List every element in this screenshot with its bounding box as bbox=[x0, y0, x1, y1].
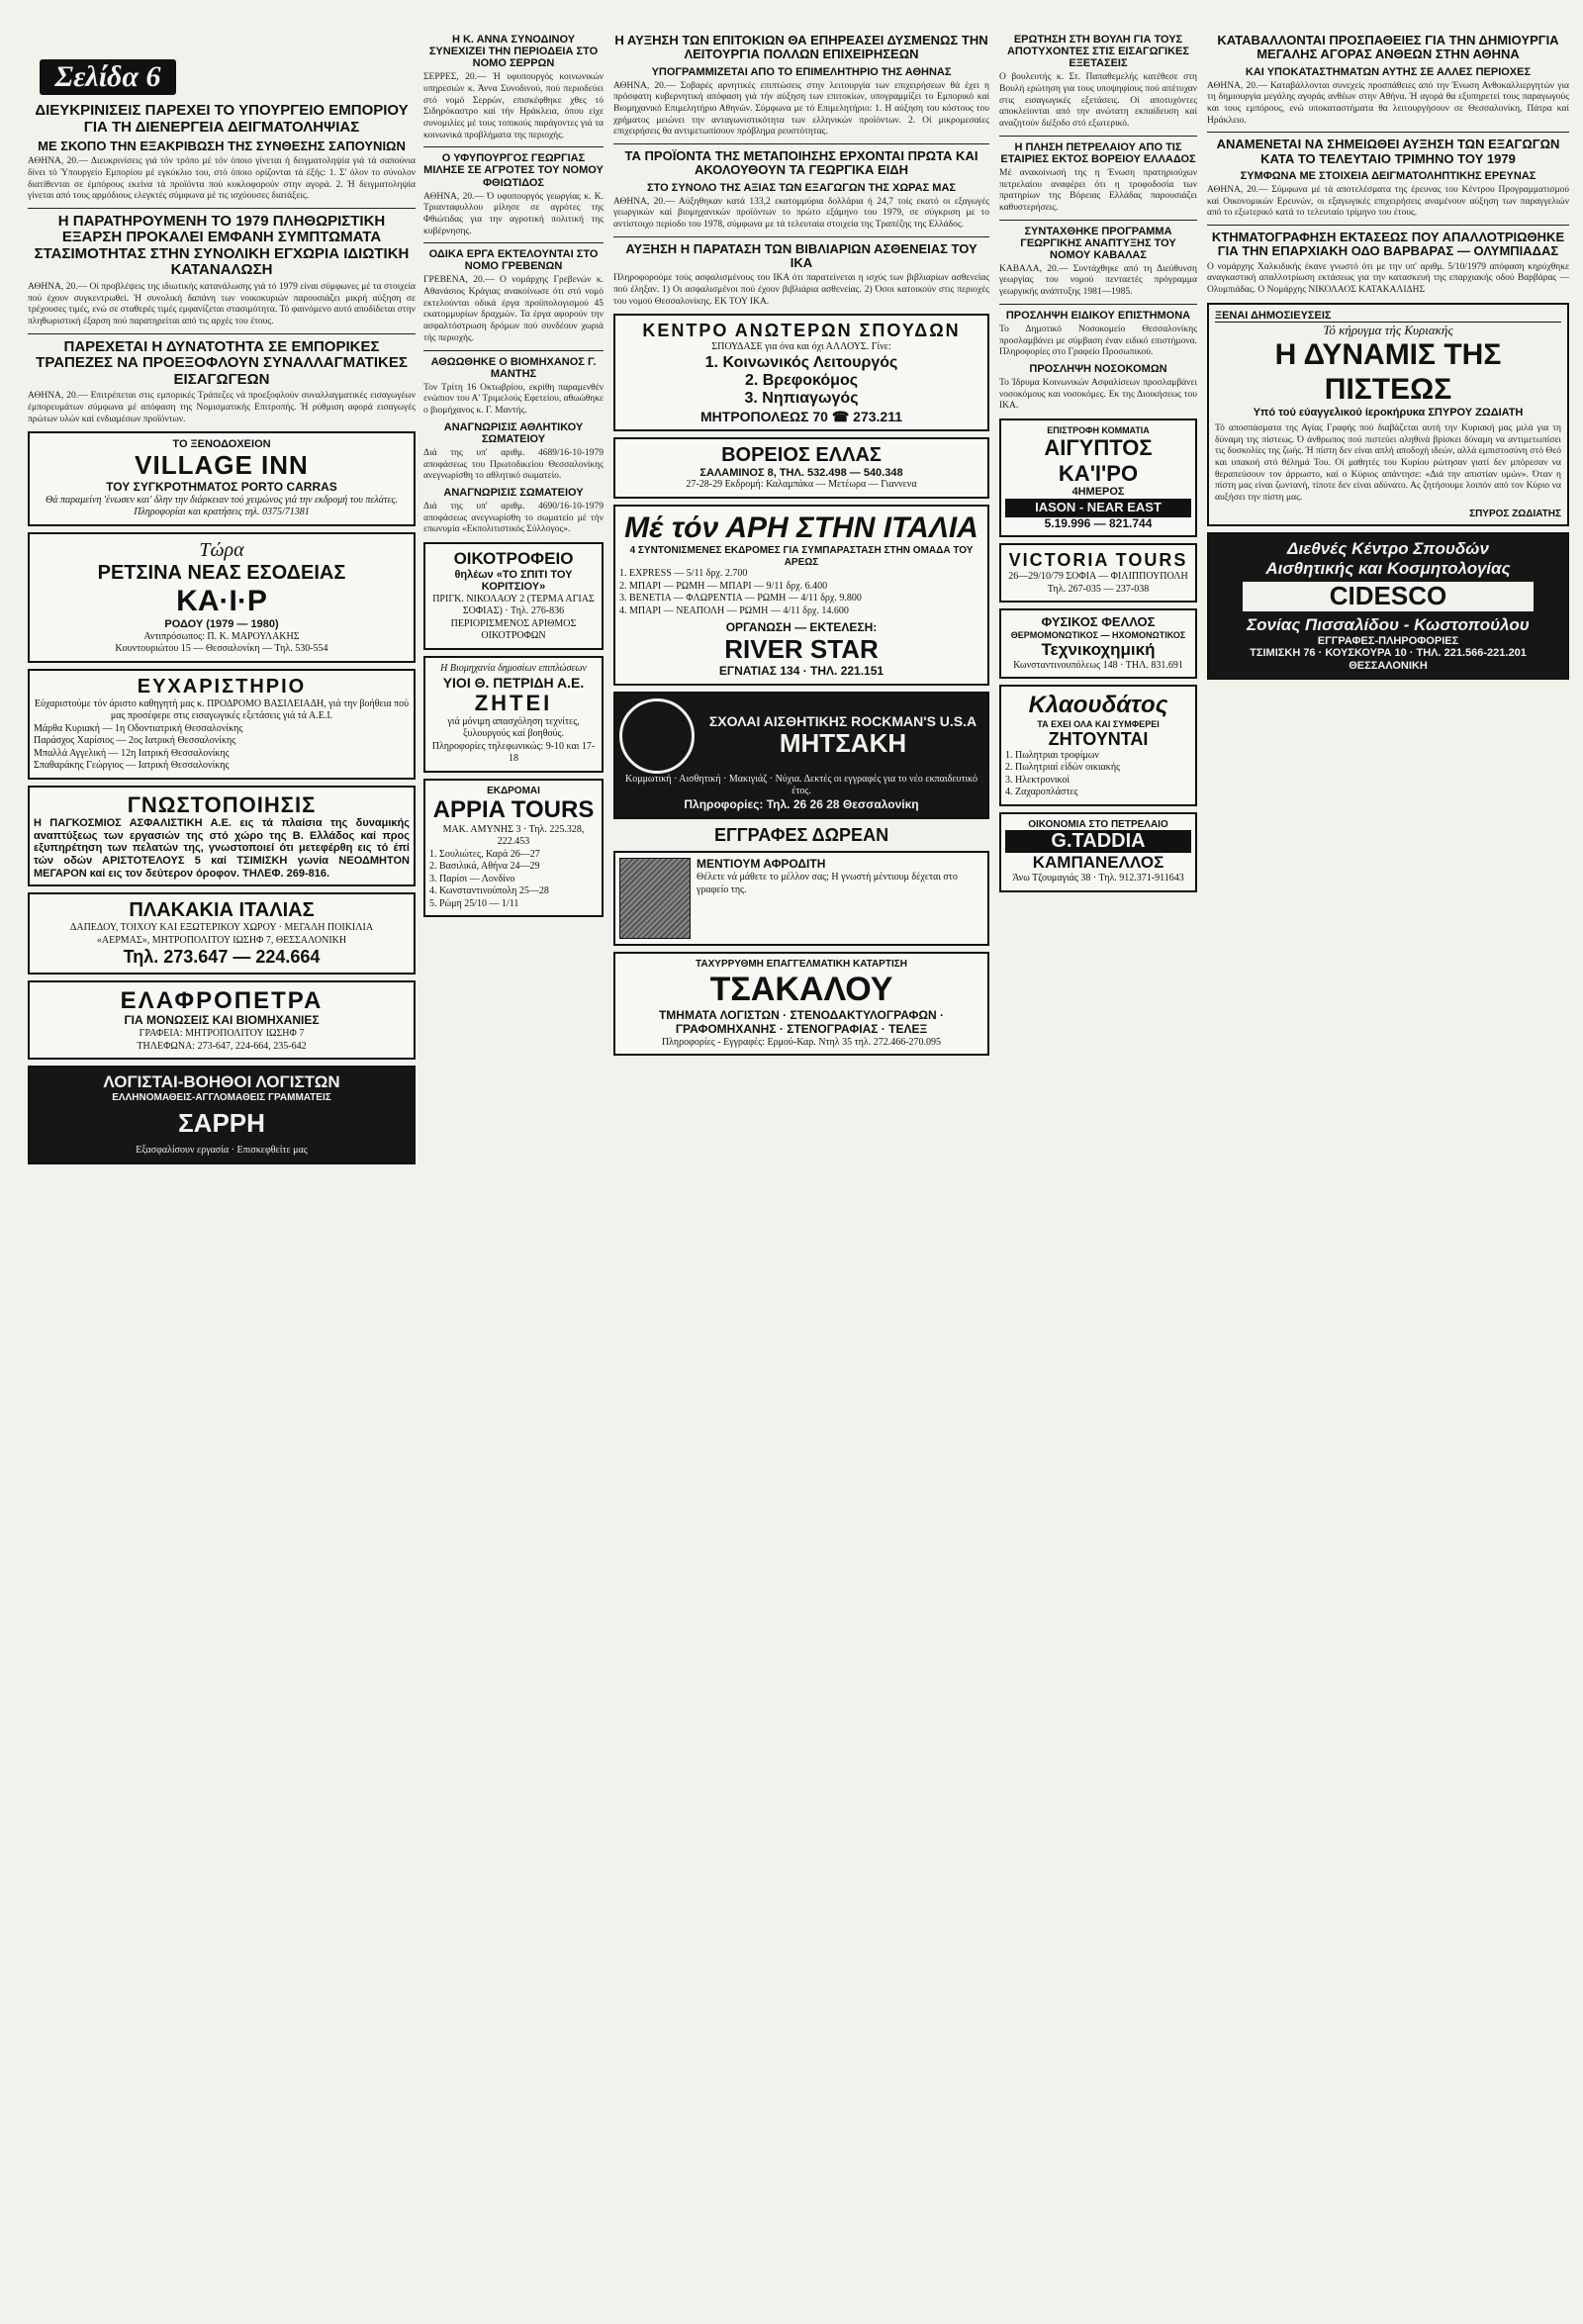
ad-victoria bbox=[999, 543, 1197, 603]
ad-wanted-company: ΥΙΟΙ Θ. ΠΕΤΡΙΔΗ Α.Ε. bbox=[442, 675, 585, 692]
ad-school-free: ΕΓΓΡΑΦΕΣ ΔΩΡΕΑΝ bbox=[713, 824, 889, 845]
medium-photo bbox=[619, 858, 691, 939]
ad-pumice-sub: ΓΙΑ ΜΟΝΩΣΕΙΣ ΚΑΙ ΒΙΟΜΗΧΑΝΙΕΣ bbox=[124, 1013, 320, 1028]
article-interest-body: ΑΘΗΝΑ, 20.— Σοβαρές αρνητικές επιπτώσεις στην λειτουργία των επιχειρήσεων θά έχει η πρόσφατη κυβερνητική απόφαση γιά τήν αύξηση των επιτοκίων, υπογραμμίζει το Εμπορικό καί Βιομηχανικό Επιμελητήριο Αθηνών. Σύμφωνα με τό Επιμελητήριο: 1. Η αύξηση του κόστους του χρήματος μειώνει την ανταγωνιστικότητα των ελληνικών προϊόντων. 2. Οί μικρομεσαίες επιχειρήσεις θα αντιμετωπίσουν πρόβλημα ρευστότητας. bbox=[613, 80, 989, 138]
ad-aesthetics-school bbox=[613, 692, 989, 819]
ad-tsakalou bbox=[613, 952, 989, 1056]
headline-association: ΑΝΑΓΝΩΡΙΣΙΣ ΣΩΜΑΤΕΙΟΥ bbox=[443, 486, 584, 499]
sermon-title: Η ΔΥΝΑΜΙΣ ΤΗΣ ΠΙΣΤΕΩΣ bbox=[1274, 338, 1502, 406]
ad-claudatos bbox=[999, 685, 1197, 806]
ad-retsina-top: Τώρα bbox=[199, 538, 244, 561]
ad-aris-sub: 4 ΣΥΝΤΟΝΙΣΜΕΝΕΣ ΕΚΔΡΟΜΕΣ ΓΙΑ ΣΥΜΠΑΡΑΣΤΑΣΗ ΣΤΗΝ ΟΜΑΔΑ ΤΟΥ ΑΡΕΩΣ bbox=[629, 545, 974, 568]
ad-taddia bbox=[999, 812, 1197, 892]
ad-village-phone: Πληροφορίαι και κρατήσεις τηλ. 0375/71381 bbox=[134, 507, 310, 518]
column-5 bbox=[1207, 30, 1569, 2305]
ad-victoria-text: 26—29/10/79 ΣΟΦΙΑ — ΦΙΛΙΠΠΟΥΠΟΛΗ bbox=[1008, 571, 1188, 583]
headline-inspection: ΔΙΕΥΚΡΙΝΙΣΕΙΣ ΠΑΡΕΧΕΙ ΤΟ ΥΠΟΥΡΓΕΙΟ ΕΜΠΟΡΙΟΥ ΓΙΑ ΤΗ ΔΙΕΝΕΡΓΕΙΑ ΔΕΙΓΜΑΤΟΛΗΨΙΑΣ bbox=[35, 102, 409, 136]
article-association-body: Διά της υπ' αριθμ. 4690/16-10-1979 αποφάσεως ανεγνωρίσθη το σωματείο μέ τήν επωνυμία «Εκπολιτιστικός Σύλλογος». bbox=[423, 502, 604, 535]
ad-tiles bbox=[28, 892, 416, 975]
ad-school-headings bbox=[702, 713, 983, 759]
ad-tiles-title: ΠΛΑΚΑΚΙΑ ΙΤΑΛΙΑΣ bbox=[129, 899, 315, 922]
subheadline-exports: ΣΤΟ ΣΥΝΟΛΟ ΤΗΣ ΑΞΙΑΣ ΤΩΝ ΕΞΑΓΩΓΩΝ ΤΗΣ ΧΩΡΑΣ ΜΑΣ bbox=[647, 181, 956, 194]
ad-pumice bbox=[28, 980, 416, 1060]
divider bbox=[613, 143, 989, 144]
ad-kas-addr: ΜΗΤΡΟΠΟΛΕΩΣ 70 ☎ 273.211 bbox=[700, 408, 902, 424]
ad-claudatos-item: 2. Πωλητριαί είδών οικιακής bbox=[1005, 762, 1121, 774]
ad-egypt-phone: 5.19.996 — 821.744 bbox=[1044, 515, 1153, 530]
ad-victoria-phone: Τηλ. 267-035 — 237-038 bbox=[1047, 583, 1150, 595]
ad-village-name: VILLAGE INN bbox=[135, 449, 309, 480]
article-agriculture-body: ΑΘΗΝΑ, 20.— Ό υφυπουργός γεωργίας κ. Κ. Τριανταφυλλου μίλησε σε αγρότες της Φθιώτιδας για την αγροτική πολιτική της κυβέρνησης. bbox=[423, 191, 604, 236]
divider bbox=[28, 333, 416, 334]
ad-taddia-pre: ΟΙΚΟΝΟΜΙΑ ΣΤΟ ΠΕΤΡΕΛΑΙΟ bbox=[1028, 818, 1168, 830]
ad-kas-item: 1. Κοινωνικός Λειτουργός bbox=[704, 353, 898, 371]
ad-pumice-title: ΕΛΑΦΡΟΠΕΤΡΑ bbox=[120, 986, 324, 1014]
ad-aris-trip: 2. ΜΠΑΡΙ — ΡΩΜΗ — ΜΠΑΡΙ — 9/11 δρχ. 6.400 bbox=[619, 580, 828, 592]
subheadline-inspection: ΜΕ ΣΚΟΠΟ ΤΗΝ ΕΞΑΚΡΙΒΩΣΗ ΤΗΣ ΣΥΝΘΕΣΗΣ ΣΑΠΟΥΝΙΩΝ bbox=[38, 139, 406, 153]
ad-wanted-phone: Πληροφορίες τηλεφωνικώς: 9-10 και 17-18 bbox=[431, 740, 596, 765]
ad-aris-trip: 1. EXPRESS — 5/11 δρχ. 2.700 bbox=[619, 568, 748, 580]
ad-vorios bbox=[613, 437, 989, 499]
ad-tsakalou-pre: ΤΑΧΥΡΡΥΘΜΗ ΕΠΑΓΓΕΛΜΑΤΙΚΗ ΚΑΤΑΡΤΙΣΗ bbox=[696, 959, 907, 971]
headline-hire-nurses: ΠΡΟΣΛΗΨΗ ΝΟΣΟΚΟΜΩΝ bbox=[1029, 362, 1167, 375]
column-2 bbox=[423, 30, 604, 2305]
ad-medium-text: Θέλετε νά μάθετε το μέλλον σας; Η γνωστή μέντιουμ δέχεται στο γραφείο της. bbox=[697, 872, 958, 895]
sermon-box bbox=[1207, 303, 1569, 526]
divider bbox=[423, 350, 604, 351]
headline-exports: ΤΑ ΠΡΟΪΟΝΤΑ ΤΗΣ ΜΕΤΑΠΟΙΗΣΗΣ ΕΡΧΟΝΤΑΙ ΠΡΩΤΑ ΚΑΙ ΑΚΟΛΟΥΘΟΥΝ ΤΑ ΓΕΩΡΓΙΚΑ ΕΙΔΗ bbox=[624, 148, 978, 178]
ad-school-row bbox=[619, 698, 983, 774]
ad-village-small: ΤΟ ΞΕΝΟΔΟΧΕΙΟΝ bbox=[172, 438, 271, 451]
ad-retsina-sub: ΡΟΔΟΥ (1979 — 1980) bbox=[164, 618, 279, 631]
headline-roads: ΟΔΙΚΑ ΕΡΓΑ ΕΚΤΕΛΟΥΝΤΑΙ ΣΤΟ ΝΟΜΟ ΓΡΕΒΕΝΩΝ bbox=[428, 248, 599, 273]
headline-agriculture: Ο ΥΦΥΠΟΥΡΓΟΣ ΓΕΩΡΓΙΑΣ ΜΙΛΗΣΕ ΣΕ ΑΓΡΟΤΕΣ ΤΟΥ ΝΟΜΟΥ ΦΘΙΩΤΙΔΟΣ bbox=[423, 152, 604, 189]
ad-appia-pre: ΕΚΔΡΟΜΑΙ bbox=[487, 785, 540, 796]
sermon-pre: ΞΕΝΑΙ ΔΗΜΟΣΙΕΥΣΕΙΣ bbox=[1215, 310, 1561, 324]
article-ika-body: Πληροφορούμε τούς ασφαλισμένους του ΙΚΑ ότι παρατείνεται η ισχύς των βιβλιαρίων ασθενείας πού έληξαν. 1) Οι ασφαλισμένοι πού έχουν βιβλιάρια ασθενείας. 2) Όσοι κατοικούν στις περιοχές του νομού Θεσσαλονίκης. ΕΚ ΤΟΥ ΙΚΑ. bbox=[613, 273, 989, 307]
ad-aris-trip: 3. ΒΕΝΕΤΙΑ — ΦΛΩΡΕΝΤΙΑ — ΡΩΜΗ — 4/11 δρχ. 9.800 bbox=[619, 593, 862, 604]
ad-thanks-name: Μπαλλά Αγγελική — 12η Ιατρική Θεσσαλονίκης bbox=[34, 747, 230, 759]
ad-thanks-name: Σπαθαράκης Γεώργιος — Ιατρική Θεσσαλονίκης bbox=[34, 760, 230, 772]
ad-claudatos-sub: ΤΑ ΕΧΕΙ ΟΛΑ ΚΑΙ ΣΥΜΦΕΡΕΙ bbox=[1037, 718, 1160, 729]
ad-appia bbox=[423, 779, 604, 918]
article-club-body: Διά της υπ' αριθμ. 4689/16-10-1979 αποφάσεως του Πρωτοδικείου Θεσσαλονίκης ανεγνωρίσθη το αθλητικό σωματείο. bbox=[423, 447, 604, 482]
headline-hire-specialist: ΠΡΟΣΛΗΨΗ ΕΙΔΙΚΟΥ ΕΠΙΣΤΗΜΟΝΑ bbox=[1005, 309, 1191, 322]
ad-egypt bbox=[999, 418, 1197, 537]
divider bbox=[423, 146, 604, 147]
ad-sarri bbox=[28, 1066, 416, 1163]
ad-tsakalou-text: ΤΜΗΜΑΤΑ ΛΟΓΙΣΤΩΝ · ΣΤΕΝΟΔΑΚΤΥΛΟΓΡΑΦΩΝ · ΓΡΑΦΟΜΗΧΑΝΗΣ · ΣΤΕΝΟΓΡΑΦΙΑΣ · ΤΕΛΕΞ bbox=[658, 1008, 945, 1036]
ad-appia-trip: 4. Κωνσταντινούπολη 25—28 bbox=[429, 885, 549, 897]
ad-sarri-foot: Εξασφαλίσουν εργασία · Επισκεφθείτε μας bbox=[136, 1145, 308, 1157]
divider bbox=[999, 136, 1197, 137]
divider bbox=[28, 208, 416, 209]
ad-cork-title: ΦΥΣΙΚΟΣ ΦΕΛΛΟΣ bbox=[1041, 614, 1156, 630]
article-export-forecast-body: ΑΘΗΝΑ, 20.— Σύμφωνα μέ τά αποτελέσματα της έρευνας του Κέντρου Προγραμματισμού καί Οικονομικών Ερευνών, οι εξαγωγικές επιχειρήσεις αναμένουν αύξηση των παραγγελιών από το εξωτερικό κατά το τελευταίο τρίμηνο του έτους. bbox=[1207, 185, 1569, 219]
ad-boarding-addr: ΠΡΙΓΚ. ΝΙΚΟΛΑΟΥ 2 (ΤΕΡΜΑ ΑΓΙΑΣ ΣΟΦΙΑΣ) · Τηλ. 276-836 bbox=[432, 593, 595, 617]
ad-cidesco-brand: CIDESCO bbox=[1243, 582, 1534, 611]
headline-ika: ΑΥΞΗΣΗ Η ΠΑΡΑΤΑΣΗ ΤΩΝ ΒΙΒΛΙΑΡΙΩΝ ΑΣΘΕΝΕΙΑΣ ΤΟΥ ΙΚΑ bbox=[625, 240, 978, 271]
ad-cidesco-info: ΕΓΓΡΑΦΕΣ-ΠΛΗΡΟΦΟΡΙΕΣ bbox=[1317, 634, 1459, 647]
ad-claudatos-item: 4. Ζαχαροπλάστες bbox=[1005, 787, 1078, 798]
ad-village-line: ΤΟΥ ΣΥΓΚΡΟΤΗΜΑΤΟΣ PORTO CARRAS bbox=[106, 479, 337, 494]
sermon-signoff: ΣΠΥΡΟΣ ΖΩΔΙΑΤΗΣ bbox=[1469, 508, 1561, 519]
ad-aris-agency: RIVER STAR bbox=[724, 634, 879, 665]
headline-banks: ΠΑΡΕΧΕΤΑΙ Η ΔΥΝΑΤΟΤΗΤΑ ΣΕ ΕΜΠΟΡΙΚΕΣ ΤΡΑΠΕΖΕΣ ΝΑ ΠΡΟΕΞΟΦΛΟΥΝ ΣΥΝΑΛΛΑΓΜΑΤΙΚΕΣ ΕΙΣΑΓΩΓΕΩΝ bbox=[36, 337, 408, 388]
ad-retsina-addr: Κουντουριώτου 15 — Θεσσαλονίκη — Τηλ. 530-554 bbox=[115, 643, 328, 655]
headline-flowers: ΚΑΤΑΒΑΛΛΟΝΤΑΙ ΠΡΟΣΠΑΘΕΙΕΣ ΓΙΑ ΤΗΝ ΔΗΜΙΟΥΡΓΙΑ ΜΕΓΑΛΗΣ ΑΓΟΡΑΣ ΑΝΘΕΩΝ ΣΤΗΝ ΑΘΗΝΑ bbox=[1217, 33, 1559, 62]
column-4 bbox=[999, 30, 1197, 2305]
headline-club: ΑΝΑΓΝΩΡΙΣΙΣ ΑΘΛΗΤΙΚΟΥ ΣΩΜΑΤΕΙΟΥ bbox=[443, 420, 584, 445]
headline-acquittal: ΑΘΩΩΘΗΚΕ Ο ΒΙΟΜΗΧΑΝΟΣ Γ. ΜΑΝΤΗΣ bbox=[430, 355, 597, 380]
article-inflation-body: ΑΘΗΝΑ, 20.— Οί προβλέψεις της ιδιωτικής κατανάλωσης γιά τό 1979 είναι σύμφωνες μέ τα στοιχεία πού έχουν συγκεντρωθεί. Ή συνολική δαπάνη των νοικοκυριών παρουσιάζει μικρή αύξηση σε τρέχουσες τιμές, ενώ σε σταθερές τιμές εμφανίζεται στασιμότητα. Τό φαινόμενο αυτό αποδίδεται στην πληθωριστική έξαρση πού παρατηρείται από τις αρχές του έτους. bbox=[28, 281, 416, 326]
ad-village-inn bbox=[28, 431, 416, 525]
article-inspection-body: ΑΘΗΝΑ, 20.— Διευκρινίσεις γιά τόν τρόπο μέ τόν όποιο γίνεται ή δειγματοληψία γιά τά σαπούνια δίνει τό Ύπουργείο Εμπορίου μέ εγκύκλιο του, στό όποιο ορίζονται τά έξής: 1. Σ' όλον το σύνολον διατίθενται σε έμπόρους εκείνα τά προϊόντα πού κυκλοφορούν στην αγορά. 2. Ή δειγματοληψία γίνεται από τους αρμόδιους ελεγκτές σύμφωνα μέ τις ισχύουσες διατάξεις. bbox=[28, 156, 416, 202]
article-parliament-body: Ο βουλευτής κ. Στ. Παπαθεμελής κατέθεσε στη Βουλή ερώτηση για τους υποψηφίους πού απέτυχαν στις εισαγωγικές εξετάσεις. Οί αποτυχόντες αποκλείονται από την ανώτατη εκπαίδευση καί αναζητούν διέξοδο στό εξωτερικό. bbox=[999, 72, 1197, 129]
ad-higher-studies bbox=[613, 314, 989, 430]
ad-kas-item: 3. Νηπιαγωγός bbox=[744, 390, 859, 408]
ad-vorios-title: ΒΟΡΕΙΟΣ ΕΛΛΑΣ bbox=[721, 443, 882, 466]
divider bbox=[999, 220, 1197, 221]
ad-aris-trip: 4. ΜΠΑΡΙ — ΝΕΑΠΟΛΗ — ΡΩΜΗ — 4/11 δρχ. 14.600 bbox=[619, 604, 849, 616]
article-hire-specialist-body: Το Δημοτικό Νοσοκομείο Θεσσαλονίκης προσλαμβάνει με σύμβαση έναν ειδικό επιστήμονα. Πληροφορίες στο Γραφείο Προσωπικού. bbox=[999, 324, 1197, 358]
school-emblem-icon bbox=[619, 698, 695, 774]
ad-egypt-days: 4ΗΜΕΡΟΣ bbox=[1071, 485, 1125, 498]
headline-inflation: Η ΠΑΡΑΤΗΡΟΥΜΕΝΗ ΤΟ 1979 ΠΛΗΘΩΡΙΣΤΙΚΗ ΕΞΑΡΣΗ ΠΡΟΚΑΛΕΙ ΕΜΦΑΝΗ ΣΥΜΠΤΩΜΑΤΑ ΣΤΑΣΙΜΟΤΗΤΑΣ ΣΤΗΝ ΣΥΝΟΛΙΚΗ ΕΓΧΩΡΙΑ ΙΔΙΩΤΙΚΗ ΚΑΤΑΝΑΛΩΣΗ bbox=[34, 212, 410, 279]
sermon-kicker: Τό κήρυγμα τής Κυριακής bbox=[1323, 323, 1453, 338]
ad-egypt-agency: IASON - NEAR EAST bbox=[1005, 499, 1191, 517]
divider bbox=[423, 242, 604, 243]
ad-pumice-addr: ΓΡΑΦΕΙΑ: ΜΗΤΡΟΠΟΛΙΤΟΥ ΙΩΣΗΦ 7 bbox=[139, 1028, 305, 1040]
column-3 bbox=[613, 30, 989, 2305]
ad-cork-addr: Κωνσταντινουπόλεως 148 · ΤΗΛ. 831.691 bbox=[1013, 659, 1183, 671]
ad-claudatos-item: 3. Ηλεκτρονικοί bbox=[1005, 774, 1071, 786]
article-roads-body: ΓΡΕΒΕΝΑ, 20.— Ο νομάρχης Γρεβενών κ. Αθανάσιος Κράγιας ανακοίνωσε ότι στό νομό εκτελούνται οδικά έργα προϋπολογισμού 45 εκατομμυρίων δραχμών. Τα έργα αφορούν την ασφαλτόστρωση δρόμων πού συνδέουν χωριά τής περιοχής. bbox=[423, 275, 604, 343]
ad-thanks-name: Μάρθα Κυριακή — 1η Οδοντιατρική Θεσσαλονίκης bbox=[34, 722, 243, 734]
article-acquittal-body: Τον Τρίτη 16 Οκτωβρίου, εκρίθη παραμενθέν ενώπιον του Α' Τριμελούς Εφετείου, αθωώθηκε ο βιομήχανος κ. Γ. Μαντής. bbox=[423, 382, 604, 417]
ad-claudatos-title: Κλαουδάτος bbox=[1028, 692, 1168, 719]
column-1 bbox=[28, 99, 416, 2305]
ad-claudatos-verb: ΖΗΤΟΥΝΤΑΙ bbox=[1048, 729, 1149, 750]
divider bbox=[1207, 132, 1569, 133]
article-fuel-body: Μέ ανακοίνωσή της η Ένωση πρατηριούχων πετρελαίου αναφέρει ότι η τροφοδοσία των πρατηρίων της Βόρειας Ελλάδας παρουσιάζει καθυστερήσεις. bbox=[999, 167, 1197, 213]
ad-school-name: ΜΗΤΣΑΚΗ bbox=[779, 728, 907, 759]
headline-land-registry: ΚΤΗΜΑΤΟΓΡΑΦΗΣΗ ΕΚΤΑΣΕΩΣ ΠΟΥ ΑΠΑΛΛΟΤΡΙΩΘΗΚΕ ΓΙΑ ΤΗΝ ΕΠΑΡΧΙΑΚΗ ΟΔΟ ΒΑΡΒΑΡΑΣ — ΟΛΥΜΠΙΑΔΑΣ bbox=[1211, 230, 1565, 259]
ad-tiles-addr: «ΑΕΡΜΑΣ», ΜΗΤΡΟΠΟΛΙΤΟΥ ΙΩΣΗΦ 7, ΘΕΣΣΑΛΟΝΙΚΗ bbox=[96, 934, 347, 946]
ad-boarding bbox=[423, 542, 604, 650]
ad-boarding-sub: θηλέων «ΤΟ ΣΠΙΤΙ ΤΟΥ ΚΟΡΙΤΣΙΟΥ» bbox=[454, 568, 573, 594]
subheadline-interest: ΥΠΟΓΡΑΜΜΙΖΕΤΑΙ ΑΠΟ ΤΟ ΕΠΙΜΕΛΗΤΗΡΙΟ ΤΗΣ ΑΘΗΝΑΣ bbox=[651, 65, 952, 78]
ad-tsakalou-name: ΤΣΑΚΑΛΟΥ bbox=[709, 970, 893, 1008]
ad-pumice-phone: ΤΗΛΕΦΩΝΑ: 273-647, 224-664, 235-642 bbox=[137, 1040, 307, 1052]
ad-medium-title: ΜΕΝΤΙΟΥΜ ΑΦΡΟΔΙΤΗ bbox=[697, 857, 826, 872]
ad-claudatos-item: 1. Πωλητριαι τροφίμων bbox=[1005, 749, 1099, 761]
ad-taddia-name: G.TADDIA bbox=[1005, 830, 1191, 853]
ad-taddia-dealer: ΚΑΜΠΑΝΕΛΛΟΣ bbox=[1032, 853, 1164, 873]
ad-appia-name: APPIA TOURS bbox=[432, 796, 595, 824]
ad-appia-trip: 5. Ρώμη 25/10 — 1/11 bbox=[429, 897, 519, 909]
sermon-body: Τό αποσπάσματα της Αγίας Γραφής πού διαβάζεται αυτή την Κυριακή μας μιλά για τη δύναμη της πίστεως. Ό άνθρωπος πού πιστεύει αληθινά βρίσκει δύναμη να αντιμετωπίσει τις δυσκολίες της ζωής. Ή πίστη δεν είναι απλή αποδοχή ιδεών, αλλά εμπιστοσύνη στό Θεό και υπακοή στό θέλημά Του. Οί μαθητές του Κυρίου ρώτησαν γιατί δεν μπόρεσαν να θεραπεύσουν τον άρρωστο, καί ο Κύριος απάντησε: «Διά την απιστίαν υμών». Όταν η πίστη μας είναι ζωντανή, τίποτε δεν είναι αδύνατο. Ας ζητήσουμε λοιπόν από τον Κύριο να αυξήσει την πίστη μας. bbox=[1215, 422, 1561, 503]
ad-thanks-name: Παράσχος Χαρίσιος — 2ος Ιατρική Θεσσαλονίκης bbox=[34, 735, 236, 747]
ad-sarri-title: ΛΟΓΙΣΤΑΙ-ΒΟΗΘΟΙ ΛΟΓΙΣΤΩΝ bbox=[103, 1072, 340, 1092]
ad-egypt-pre: ΕΠΙΣΤΡΟΦΗ ΚΟΜΜΑΤΙΑ bbox=[1047, 425, 1150, 436]
ad-cidesco-line2: Αισθητικής και Κοσμητολογίας bbox=[1265, 558, 1511, 578]
ad-notice-text: Η ΠΑΓΚΟΣΜΙΟΣ ΑΣΦΑΛΙΣΤΙΚΗ Α.Ε. εις τά πλαίσια της δυναμικής αναπτύξεως των εργασιών της στό χώρο της Β. Ελλάδος καί προς εξυπηρέτηση των πελατών της, γνωστοποιεί ότι μετεφέρθη εις τό έπί τών οδών ΑΡΙΣΤΟΤΕΛΟΥΣ 5 καί ΤΣΙΜΙΣΚΗ γωνία ΝΕΟΔΜΗΤΟΝ ΜΕΓΑΡΟΝ καί εις τον δεύτερον όροφον. ΤΗΛΕΦ. 269-816. bbox=[34, 816, 410, 880]
divider bbox=[1207, 225, 1569, 226]
ad-aris-org: ΟΡΓΑΝΩΣΗ — ΕΚΤΕΛΕΣΗ: bbox=[725, 620, 878, 635]
ad-wanted-text: γιά μόνιμη απασχόληση τεχνίτες, ξυλουργούς καί βοηθούς. bbox=[447, 715, 580, 740]
divider bbox=[999, 304, 1197, 305]
article-hire-nurses-body: Το Ίδρυμα Κοινωνικών Ασφαλίσεων προσλαμβάνει νοσοκόμους και νοσοκόμες. Εκ της Διοικήσεως του ΙΚΑ. bbox=[999, 378, 1197, 412]
headline-kavala: ΣΥΝΤΑΧΘΗΚΕ ΠΡΟΓΡΑΜΜΑ ΓΕΩΡΓΙΚΗΣ ΑΝΑΠΤΥΞΗΣ ΤΟΥ ΝΟΜΟΥ ΚΑΒΑΛΑΣ bbox=[1020, 225, 1176, 261]
ad-school-text: Κομμωτική · Αισθητική · Μακιγιάζ · Νύχια. Δεκτές οι εγγραφές για το νέο εκπαιδευτικό έτος. bbox=[624, 773, 978, 797]
ad-village-text: Θά παραμείνη 'ένωσεν και' δλην την διάρκειαν τού χειμώνος γιά την εκδρομή του πελάτες. bbox=[46, 494, 398, 506]
ad-boarding-title: ΟΙΚΟΤΡΟΦΕΙΟ bbox=[453, 549, 574, 569]
ad-school-title: ΣΧΟΛΑΙ ΑΙΣΘΗΤΙΚΗΣ ROCKMAN'S U.S.A bbox=[708, 712, 978, 729]
ad-aris-addr: ΕΓΝΑΤΙΑΣ 134 · ΤΗΛ. 221.151 bbox=[718, 664, 885, 679]
ad-cork-brand: Τεχνικοχημική bbox=[1041, 640, 1156, 660]
divider bbox=[613, 236, 989, 237]
ad-retsina-brand: ΚΑ·Ι·Ρ bbox=[176, 584, 267, 617]
ad-cidesco bbox=[1207, 532, 1569, 679]
ad-aris-title: Μέ τόν ΑΡΗ ΣΤΗΝ ΙΤΑΛΙΑ bbox=[624, 511, 978, 544]
article-synodinou-body: ΣΕΡΡΕΣ, 20.— Ή υφυπουργός κοινωνικών υπηρεσιών κ. Άννα Συνοδινού, πού περιοδεύει στό νομό Σερρών, επισκέφθηκε χθες τό Σιδηρόκαστρο καί τήν Ηράκλεια, όπου είχε συνομιλίες μέ τους τοπικούς παράγοντες γιά τα κοινωνικά προβλήματα της περιοχής. bbox=[423, 72, 604, 140]
page-number-label: Σελίδα 6 bbox=[40, 59, 176, 95]
ad-aris bbox=[613, 505, 989, 686]
ad-appia-addr: ΜΑΚ. ΑΜΥΝΗΣ 3 · Τηλ. 225.328, 222.453 bbox=[442, 823, 585, 848]
ad-thanks bbox=[28, 669, 416, 780]
ad-tiles-text: ΔΑΠΕΔΟΥ, ΤΟΙΧΟΥ ΚΑΙ ΕΞΩΤΕΡΙΚΟΥ ΧΩΡΟΥ · ΜΕΓΑΛΗ ΠΟΙΚΙΛΙΑ bbox=[69, 922, 374, 934]
ad-cork-sub: ΘΕΡΜΟΜΟΝΩΤΙΚΟΣ — ΗΧΟΜΟΝΩΤΙΚΟΣ bbox=[1010, 629, 1186, 640]
ad-appia-trip: 2. Βασιλικά, Αθήνα 24—29 bbox=[429, 861, 540, 873]
ad-sarri-sub: ΕΛΛΗΝΟΜΑΘΕΙΣ-ΑΓΓΛΟΜΑΘΕΙΣ ΓΡΑΜΜΑΤΕΙΣ bbox=[112, 1091, 331, 1103]
ad-medium-body bbox=[697, 858, 983, 939]
subheadline-flowers: ΚΑΙ ΥΠΟΚΑΤΑΣΤΗΜΑΤΩΝ ΑΥΤΗΣ ΣΕ ΑΛΛΕΣ ΠΕΡΙΟΧΕΣ bbox=[1245, 65, 1532, 78]
headline-parliament: ΕΡΩΤΗΣΗ ΣΤΗ ΒΟΥΛΗ ΓΙΑ ΤΟΥΣ ΑΠΟΤΥΧΟΝΤΕΣ ΣΤΙΣ ΕΙΣΑΓΩΓΙΚΕΣ ΕΞΕΤΑΣΕΙΣ bbox=[1006, 34, 1189, 70]
ad-retsina-agent: Αντιπρόσωπος: Π. Κ. ΜΑΡΟΥΛΑΚΗΣ bbox=[143, 630, 300, 642]
headline-synodinou: Η Κ. ΑΝΝΑ ΣΥΝΟΔΙΝΟΥ ΣΥΝΕΧΙΖΕΙ ΤΗΝ ΠΕΡΙΟΔΕΙΑ ΣΤΟ ΝΟΜΟ ΣΕΡΡΩΝ bbox=[428, 34, 599, 70]
ad-victoria-title: VICTORIA TOURS bbox=[1008, 550, 1188, 571]
ad-notice-title: ΓΝΩΣΤΟΠΟΙΗΣΙΣ bbox=[127, 791, 317, 817]
ad-appia-trip: 3. Παρίσι — Λονδίνο bbox=[429, 873, 515, 884]
ad-cidesco-addr: ΤΣΙΜΙΣΚΗ 76 · ΚΟΥΣΚΟΥΡΑ 10 · ΤΗΛ. 221.566-221.201 ΘΕΣΣΑΛΟΝΙΚΗ bbox=[1250, 647, 1527, 672]
article-banks-body: ΑΘΗΝΑ, 20.— Επιτρέπεται στις εμπορικές Τράπεζες νά προεξοφλούν συναλλαγματικές εισαγωγέων έμπορευμάτων σύμφωνα μέ απόφαση της Νομισματικής Επιτροπής. Ή ρύθμιση αφορά εισαγωγές πρώτων υλών καί ενδιαμέσων προϊόντων. bbox=[28, 391, 416, 424]
ad-sarri-name: ΣΑΡΡΗ bbox=[178, 1108, 265, 1139]
headline-interest: Η ΑΥΞΗΣΗ ΤΩΝ ΕΠΙΤΟΚΙΩΝ ΘΑ ΕΠΗΡΕΑΣΕΙ ΔΥΣΜΕΝΩΣ ΤΗΝ ΛΕΙΤΟΥΡΓΙΑ ΠΟΛΛΩΝ ΕΠΙΧΕΙΡΗΣΕΩΝ bbox=[614, 33, 988, 62]
ad-boarding-text: ΠΕΡΙΟΡΙΣΜΕΝΟΣ ΑΡΙΘΜΟΣ ΟΙΚΟΤΡΟΦΩΝ bbox=[450, 617, 577, 642]
ad-vorios-addr: ΣΑΛΑΜΙΝΟΣ 8, ΤΗΛ. 532.498 — 540.348 bbox=[699, 466, 903, 479]
ad-thanks-text: Εύχαριστούμε τόν άριστο καθηγητή μας κ. ΠΡΟΔΡΟΜΟ ΒΑΣΙΛΕΙΑΔΗ, γιά την βοήθεια πού μας προσέφερε στις εισαγωγικές εξετάσεις γιά τά Α.Ε.Ι. bbox=[34, 697, 410, 722]
article-flowers-body: ΑΘΗΝΑ, 20.— Καταβάλλονται συνεχείς προσπάθειες από την Ένωση Ανθοκαλλιεργητών για τη δημιουργία μεγάλης αγοράς ανθέων στην Αθήνα. Ή αγορά θα εξυπηρετεί τους παραγωγούς και τους εμπόρους, ενώ υποκαταστήματα θα λειτουργήσουν σε Θεσσαλονίκη, Πάτρα καί Ηράκλειο. bbox=[1207, 80, 1569, 126]
article-exports-body: ΑΘΗΝΑ, 20.— Αύξηθηκαν κατά 133,2 εκατομμύρια δολλάρια ή 24,7 τοίς εκατό οι εξαγωγές γεωργικών καί βιομηχανικών προϊόντων το πρώτο εξάμηνο του 1979, σε σύγκριση με το αντίστοιχο περίοδο του 1978, σύμφωνα με τά τελευταία στοιχεία της Τραπέζης της Ελλάδος. bbox=[613, 196, 989, 231]
ad-cidesco-line1: Διεθνές Κέντρο Σπουδών bbox=[1287, 539, 1489, 559]
ad-tiles-phone: Τηλ. 273.647 — 224.664 bbox=[123, 947, 321, 968]
ad-school-phone: Πληροφορίες: Τηλ. 26 26 28 Θεσσαλονίκη bbox=[684, 796, 919, 811]
sermon-byline: Υπό τού εύαγγελικού ίεροκήρυκα ΣΠΥΡΟΥ ΖΩΔΙΑΤΗ bbox=[1253, 407, 1524, 419]
ad-taddia-addr: Άνω Τζουμαγιάς 38 · Τηλ. 912.371-911643 bbox=[1012, 873, 1184, 884]
article-land-registry-body: Ο νομάρχης Χαλκιδικής έκανε γνωστό ότι με την υπ' αριθμ. 5/10/1979 απόφαση κηρύχθηκε αναγκαστική απαλλοτρίωση εκτάσεως για την κατασκευή της επαρχιακής οδού Βαρβάρας — Ολυμπιάδας. Ο Νομάρχης ΝΙΚΟΛΑΟΣ ΚΑΤΑΚΑΛΙΔΗΣ bbox=[1207, 261, 1569, 296]
ad-kas-item: 2. Βρεφοκόμος bbox=[744, 371, 859, 389]
ad-appia-trip: 1. Σουλιώτες, Καρά 26—27 bbox=[429, 848, 540, 860]
ad-medium bbox=[613, 851, 989, 946]
ad-kas-sub: ΣΠΟΥΔΑΣΕ για όνα και όχι ΑΛΛΟΥΣ. Γίνε: bbox=[711, 341, 891, 353]
headline-export-forecast: ΑΝΑΜΕΝΕΤΑΙ ΝΑ ΣΗΜΕΙΩΘΕΙ ΑΥΞΗΣΗ ΤΩΝ ΕΞΑΓΩΓΩΝ ΚΑΤΑ ΤΟ ΤΕΛΕΥΤΑΙΟ ΤΡΙΜΗΝΟ ΤΟΥ 1979 bbox=[1216, 137, 1560, 166]
headline-fuel: Η ΠΛΗΣΗ ΠΕΤΡΕΛΑΙΟΥ ΑΠΟ ΤΙΣ ΕΤΑΙΡΙΕΣ ΕΚΤΟΣ ΒΟΡΕΙΟΥ ΕΛΛΑΔΟΣ bbox=[1000, 140, 1196, 165]
ad-wanted-top: Η Βιομηχανία δημοσίων επιπλώσεων bbox=[440, 662, 587, 674]
ad-egypt-title: ΑΙΓΥΠΤΟΣ ΚΑ'Ι'ΡΟ bbox=[1044, 435, 1153, 486]
ad-retsina bbox=[28, 532, 416, 663]
ad-thanks-title: ΕΥΧΑΡΙΣΤΗΡΙΟ bbox=[137, 675, 307, 697]
article-kavala-body: ΚΑΒΑΛΑ, 20.— Συντάχθηκε από τη Διεύθυνση γεωργίας του νομού πενταετές πρόγραμμα γεωργικής ανάπτυξης 1981—1985. bbox=[999, 263, 1197, 298]
ad-wanted bbox=[423, 656, 604, 773]
ad-retsina-line: ΡΕΤΣΙΝΑ ΝΕΑΣ ΕΣΟΔΕΙΑΣ bbox=[97, 561, 346, 584]
ad-wanted-verb: ΖΗΤΕΙ bbox=[474, 691, 553, 716]
subheadline-export-forecast: ΣΥΜΦΩΝΑ ΜΕ ΣΤΟΙΧΕΙΑ ΔΕΙΓΜΑΤΟΛΗΠΤΙΚΗΣ ΕΡΕΥΝΑΣ bbox=[1240, 169, 1536, 182]
ad-kas-title: ΚΕΝΤΡΟ ΑΝΩΤΕΡΩΝ ΣΠΟΥΔΩΝ bbox=[642, 321, 961, 341]
ad-tsakalou-phone: Πληροφορίες - Εγγραφές: Ερμού-Καρ. Ντηλ 35 τηλ. 272.466-270.095 bbox=[661, 1036, 942, 1048]
ad-cidesco-name: Σονίας Πισσαλίδου - Κωστοπούλου bbox=[1247, 615, 1530, 635]
ad-notice bbox=[28, 786, 416, 887]
ad-cork bbox=[999, 608, 1197, 679]
ad-vorios-text: 27-28-29 Εκδρομή: Καλαμπάκα — Μετέωρα — Γιαννενα bbox=[686, 479, 917, 491]
